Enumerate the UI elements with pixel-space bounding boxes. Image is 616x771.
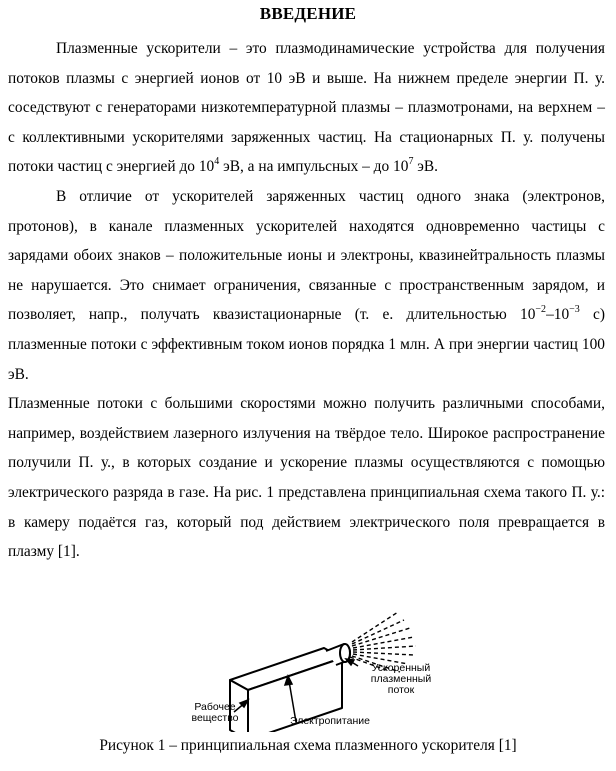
label-plasma-flow-line-3: поток [387,684,415,696]
p2-text-3: с) плазменные потоки с эффективным током ионов порядка 1 млн. А при энергии частиц 100 эВ. [8,306,605,383]
figure-caption: Рисунок 1 – принципиальная схема плазменного ускорителя [1] [99,737,517,754]
p1-text-2: эВ, а на импульсных – до 10 [219,158,409,176]
p2-text-2: –10 [546,306,570,324]
p1-text-1: Плазменные ускорители – это плазмодинамические устройства для получения потоков плазмы с энергией ионов от 10 эВ и выше. На нижнем пределе энергии П. у. соседствуют с генераторами низкотемпературной плазмы – плазмотронами, на верхнем – с коллективными ускорителями заряженных частиц. На стационарных П. у. получены потоки частиц с энергией до 10 [8,40,605,176]
label-plasma-flow-line-2: плазменный [370,673,432,685]
p2-exponent-2: −3 [569,304,580,316]
label-plasma-flow-line-1: Ускоренный [371,662,431,674]
p1-exponent-1: 4 [214,156,220,168]
accelerator-diagram [0,604,616,732]
label-power-supply: Электропитание [290,715,370,727]
paragraph-1 [8,34,605,182]
page-heading: ВВЕДЕНИЕ [259,4,357,23]
body-text [8,34,605,567]
p1-exponent-2: 7 [408,156,414,168]
paragraph-2 [8,182,605,389]
label-working-substance-line-2: вещество [191,712,239,724]
label-plasma-flow [368,663,434,696]
p1-text-3: эВ. [413,158,439,176]
p2-exponent-1: −2 [535,304,547,316]
label-working-substance-line-1: Рабочее [194,701,236,713]
figure-plasma-accelerator [0,604,616,732]
paragraph-3: Плазменные потоки с большими скоростями можно получить различными способами, например, воздействием лазерного излучения на твёрдое тело. Широкое распространение получили П. у., в которых создание и ускорение плазмы осуществляются с помощью электрического разряда в газе. На рис. 1 представлена принципиальная схема такого П. у.: в камеру подаётся газ, который под действием электрического поля превращается в плазму [1]. [8,395,605,561]
p2-text-1: В отличие от ускорителей заряженных частиц одного знака (электронов, протонов), в канале плазменных ускорителей находятся одновременно частицы с зарядами обоих знаков – положительные ионы и электроны, квазинейтральность плазмы не нарушается. Это снимает ограничения, связанные с пространственным зарядом, и позволяет, напр., получать квазистационарные (т. е. длительностью 10 [8,187,605,324]
label-working-substance [186,702,244,724]
